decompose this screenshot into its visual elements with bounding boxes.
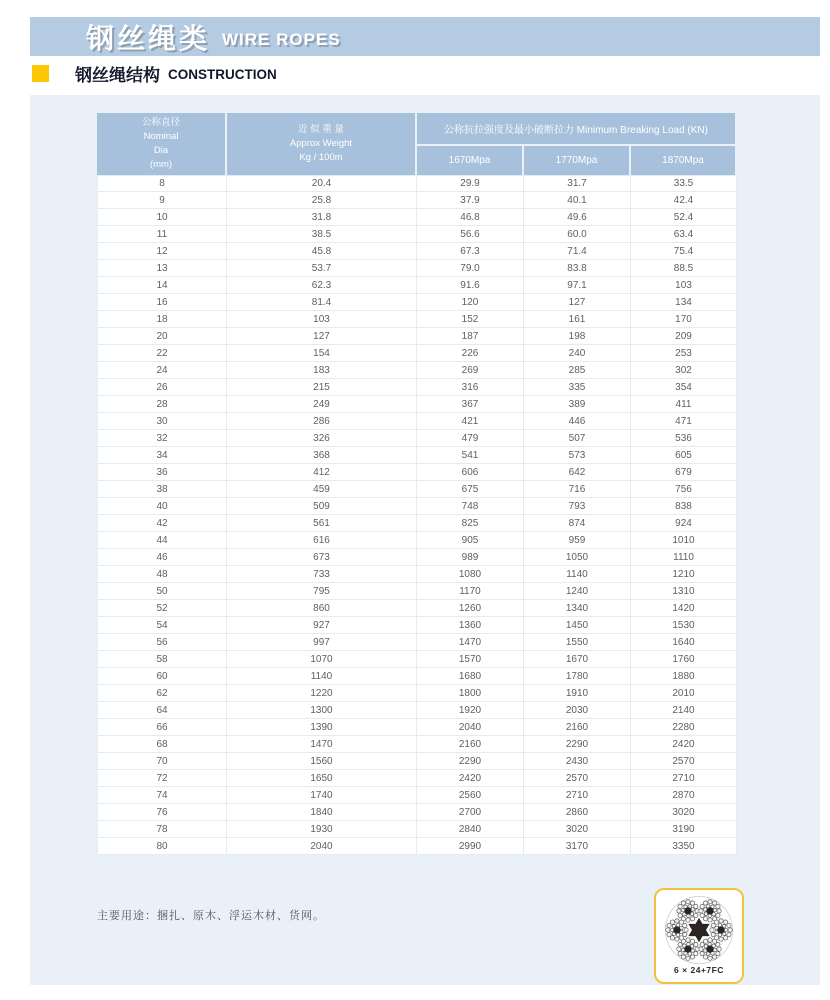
mbl-1870-cell: 1310	[631, 583, 737, 600]
dia-cell: 12	[97, 243, 227, 260]
mbl-1870-cell: 42.4	[631, 192, 737, 209]
yellow-square-icon	[32, 65, 49, 82]
mbl-1670-cell: 2290	[417, 753, 524, 770]
header-approx-weight	[227, 113, 417, 175]
header-1870mpa: 1870Mpa	[631, 146, 737, 175]
table-row	[97, 260, 737, 277]
page-banner	[30, 17, 820, 56]
weight-cell: 795	[227, 583, 417, 600]
mbl-1670-cell: 748	[417, 498, 524, 515]
section-title-zh: 钢丝绳结构	[75, 66, 160, 85]
dia-cell: 48	[97, 566, 227, 583]
mbl-1670-cell: 989	[417, 549, 524, 566]
mbl-1870-cell: 1110	[631, 549, 737, 566]
mbl-1770-cell: 874	[524, 515, 631, 532]
weight-cell: 215	[227, 379, 417, 396]
mbl-1770-cell: 3020	[524, 821, 631, 838]
mbl-1770-cell: 1550	[524, 634, 631, 651]
weight-cell: 81.4	[227, 294, 417, 311]
mbl-1770-cell: 285	[524, 362, 631, 379]
mbl-1670-cell: 2040	[417, 719, 524, 736]
mbl-1770-cell: 198	[524, 328, 631, 345]
mbl-1770-cell: 83.8	[524, 260, 631, 277]
mbl-1870-cell: 3020	[631, 804, 737, 821]
dia-cell: 66	[97, 719, 227, 736]
table-row	[97, 413, 737, 430]
mbl-1770-cell: 71.4	[524, 243, 631, 260]
dia-cell: 8	[97, 175, 227, 192]
table-row	[97, 515, 737, 532]
table-row	[97, 192, 737, 209]
mbl-1770-cell: 1910	[524, 685, 631, 702]
mbl-1870-cell: 2570	[631, 753, 737, 770]
table-row	[97, 311, 737, 328]
section-title-en: CONSTRUCTION	[168, 67, 277, 82]
mbl-1870-cell: 1010	[631, 532, 737, 549]
mbl-1870-cell: 2710	[631, 770, 737, 787]
mbl-1670-cell: 1170	[417, 583, 524, 600]
table-row	[97, 430, 737, 447]
dia-cell: 9	[97, 192, 227, 209]
weight-cell: 1930	[227, 821, 417, 838]
mbl-1670-cell: 1080	[417, 566, 524, 583]
table-row	[97, 481, 737, 498]
table-row	[97, 362, 737, 379]
table-row	[97, 583, 737, 600]
mbl-1770-cell: 2710	[524, 787, 631, 804]
section-heading	[32, 61, 277, 86]
mbl-1870-cell: 33.5	[631, 175, 737, 192]
page-title-en: WIRE ROPES	[222, 29, 341, 49]
mbl-1870-cell: 1640	[631, 634, 737, 651]
mbl-1870-cell: 88.5	[631, 260, 737, 277]
table-row	[97, 600, 737, 617]
mbl-1670-cell: 825	[417, 515, 524, 532]
dia-cell: 78	[97, 821, 227, 838]
weight-cell: 616	[227, 532, 417, 549]
dia-cell: 50	[97, 583, 227, 600]
table-header	[97, 113, 737, 175]
mbl-1770-cell: 2570	[524, 770, 631, 787]
mbl-1870-cell: 209	[631, 328, 737, 345]
weight-cell: 733	[227, 566, 417, 583]
dia-cell: 20	[97, 328, 227, 345]
mbl-1770-cell: 2290	[524, 736, 631, 753]
mbl-1870-cell: 605	[631, 447, 737, 464]
mbl-1670-cell: 226	[417, 345, 524, 362]
rope-construction-label: 6 × 24+7FC	[674, 965, 724, 975]
mbl-1870-cell: 253	[631, 345, 737, 362]
mbl-1870-cell: 2420	[631, 736, 737, 753]
dia-cell: 76	[97, 804, 227, 821]
table-row	[97, 277, 737, 294]
mbl-1770-cell: 161	[524, 311, 631, 328]
mbl-1870-cell: 1530	[631, 617, 737, 634]
mbl-1870-cell: 411	[631, 396, 737, 413]
mbl-1670-cell: 1800	[417, 685, 524, 702]
header-approx-weight-zh: 近 似 重 量	[298, 124, 344, 136]
mbl-1670-cell: 2160	[417, 736, 524, 753]
rope-diagram-card	[654, 888, 744, 984]
mbl-1670-cell: 2700	[417, 804, 524, 821]
mbl-1670-cell: 1570	[417, 651, 524, 668]
mbl-1870-cell: 354	[631, 379, 737, 396]
mbl-1870-cell: 170	[631, 311, 737, 328]
mbl-1870-cell: 1760	[631, 651, 737, 668]
dia-cell: 42	[97, 515, 227, 532]
mbl-1770-cell: 2860	[524, 804, 631, 821]
dia-cell: 52	[97, 600, 227, 617]
mbl-1670-cell: 367	[417, 396, 524, 413]
dia-cell: 70	[97, 753, 227, 770]
mbl-1870-cell: 536	[631, 430, 737, 447]
table-row	[97, 719, 737, 736]
header-nominal-dia-en1: Nominal	[143, 131, 179, 143]
mbl-1870-cell: 2870	[631, 787, 737, 804]
table-row	[97, 787, 737, 804]
table-row	[97, 226, 737, 243]
weight-cell: 1650	[227, 770, 417, 787]
table-row	[97, 175, 737, 192]
header-nominal-dia-zh: 公称直径	[141, 117, 180, 129]
dia-cell: 64	[97, 702, 227, 719]
dia-cell: 13	[97, 260, 227, 277]
table-row	[97, 838, 737, 855]
header-nominal-dia-unit: (mm)	[149, 158, 173, 170]
table-row	[97, 345, 737, 362]
weight-cell: 25.8	[227, 192, 417, 209]
dia-cell: 34	[97, 447, 227, 464]
table-row	[97, 685, 737, 702]
weight-cell: 1840	[227, 804, 417, 821]
dia-cell: 54	[97, 617, 227, 634]
mbl-1770-cell: 60.0	[524, 226, 631, 243]
table-row	[97, 379, 737, 396]
mbl-1670-cell: 2560	[417, 787, 524, 804]
dia-cell: 74	[97, 787, 227, 804]
rope-cross-section-icon	[664, 895, 734, 965]
dia-cell: 72	[97, 770, 227, 787]
mbl-1670-cell: 479	[417, 430, 524, 447]
dia-cell: 28	[97, 396, 227, 413]
mbl-1770-cell: 1780	[524, 668, 631, 685]
mbl-1670-cell: 1920	[417, 702, 524, 719]
mbl-1870-cell: 302	[631, 362, 737, 379]
mbl-1770-cell: 642	[524, 464, 631, 481]
mbl-1770-cell: 335	[524, 379, 631, 396]
mbl-1870-cell: 1880	[631, 668, 737, 685]
content-panel	[30, 95, 820, 985]
mbl-1870-cell: 63.4	[631, 226, 737, 243]
mbl-1870-cell: 838	[631, 498, 737, 515]
mbl-1870-cell: 471	[631, 413, 737, 430]
mbl-1770-cell: 573	[524, 447, 631, 464]
mbl-1770-cell: 959	[524, 532, 631, 549]
mbl-1670-cell: 421	[417, 413, 524, 430]
mbl-1770-cell: 793	[524, 498, 631, 515]
header-nominal-dia	[97, 113, 227, 175]
dia-cell: 38	[97, 481, 227, 498]
table-row	[97, 634, 737, 651]
mbl-1770-cell: 240	[524, 345, 631, 362]
mbl-1670-cell: 269	[417, 362, 524, 379]
mbl-1770-cell: 31.7	[524, 175, 631, 192]
mbl-1870-cell: 103	[631, 277, 737, 294]
mbl-1670-cell: 2990	[417, 838, 524, 855]
header-nominal-dia-en2: Dia	[153, 145, 169, 156]
weight-cell: 368	[227, 447, 417, 464]
dia-cell: 68	[97, 736, 227, 753]
dia-cell: 46	[97, 549, 227, 566]
mbl-1770-cell: 716	[524, 481, 631, 498]
table-row	[97, 702, 737, 719]
dia-cell: 10	[97, 209, 227, 226]
mbl-1670-cell: 67.3	[417, 243, 524, 260]
weight-cell: 53.7	[227, 260, 417, 277]
header-1670mpa: 1670Mpa	[417, 146, 524, 175]
table-body	[97, 175, 737, 855]
table-row	[97, 804, 737, 821]
mbl-1870-cell: 2140	[631, 702, 737, 719]
mbl-1670-cell: 152	[417, 311, 524, 328]
dia-cell: 14	[97, 277, 227, 294]
mbl-1670-cell: 37.9	[417, 192, 524, 209]
dia-cell: 60	[97, 668, 227, 685]
dia-cell: 80	[97, 838, 227, 855]
dia-cell: 30	[97, 413, 227, 430]
mbl-1670-cell: 2840	[417, 821, 524, 838]
page-title-zh: 钢丝绳类	[86, 22, 211, 54]
weight-cell: 326	[227, 430, 417, 447]
weight-cell: 286	[227, 413, 417, 430]
weight-cell: 1560	[227, 753, 417, 770]
header-1770mpa: 1770Mpa	[524, 146, 631, 175]
header-breaking-load-group: 公称抗拉强度及最小破断拉力 Minimum Breaking Load (KN)	[417, 113, 737, 146]
table-row	[97, 447, 737, 464]
mbl-1870-cell: 75.4	[631, 243, 737, 260]
table-row	[97, 498, 737, 515]
table-row	[97, 549, 737, 566]
mbl-1870-cell: 1210	[631, 566, 737, 583]
mbl-1870-cell: 3350	[631, 838, 737, 855]
mbl-1770-cell: 446	[524, 413, 631, 430]
weight-cell: 1740	[227, 787, 417, 804]
weight-cell: 1390	[227, 719, 417, 736]
mbl-1870-cell: 2280	[631, 719, 737, 736]
mbl-1670-cell: 1680	[417, 668, 524, 685]
mbl-1870-cell: 52.4	[631, 209, 737, 226]
spec-table	[97, 113, 737, 855]
weight-cell: 1300	[227, 702, 417, 719]
mbl-1670-cell: 675	[417, 481, 524, 498]
mbl-1770-cell: 127	[524, 294, 631, 311]
mbl-1670-cell: 1360	[417, 617, 524, 634]
weight-cell: 412	[227, 464, 417, 481]
table-row	[97, 770, 737, 787]
table-row	[97, 668, 737, 685]
table-row	[97, 294, 737, 311]
weight-cell: 20.4	[227, 175, 417, 192]
table-row	[97, 821, 737, 838]
weight-cell: 45.8	[227, 243, 417, 260]
table-row	[97, 243, 737, 260]
mbl-1770-cell: 3170	[524, 838, 631, 855]
weight-cell: 561	[227, 515, 417, 532]
dia-cell: 32	[97, 430, 227, 447]
dia-cell: 36	[97, 464, 227, 481]
mbl-1670-cell: 56.6	[417, 226, 524, 243]
weight-cell: 154	[227, 345, 417, 362]
weight-cell: 459	[227, 481, 417, 498]
mbl-1770-cell: 389	[524, 396, 631, 413]
dia-cell: 62	[97, 685, 227, 702]
usage-note: 主要用途：捆扎、原木、浮运木材、货网。	[97, 910, 325, 922]
mbl-1670-cell: 29.9	[417, 175, 524, 192]
mbl-1770-cell: 49.6	[524, 209, 631, 226]
header-approx-weight-en: Approx Weight	[289, 138, 353, 150]
mbl-1870-cell: 134	[631, 294, 737, 311]
mbl-1870-cell: 3190	[631, 821, 737, 838]
weight-cell: 2040	[227, 838, 417, 855]
mbl-1670-cell: 2420	[417, 770, 524, 787]
table-row	[97, 651, 737, 668]
table-row	[97, 566, 737, 583]
mbl-1770-cell: 1670	[524, 651, 631, 668]
mbl-1770-cell: 507	[524, 430, 631, 447]
mbl-1670-cell: 120	[417, 294, 524, 311]
mbl-1770-cell: 2030	[524, 702, 631, 719]
mbl-1870-cell: 1420	[631, 600, 737, 617]
dia-cell: 56	[97, 634, 227, 651]
table-row	[97, 736, 737, 753]
table-row	[97, 328, 737, 345]
mbl-1670-cell: 79.0	[417, 260, 524, 277]
mbl-1770-cell: 1340	[524, 600, 631, 617]
dia-cell: 11	[97, 226, 227, 243]
mbl-1770-cell: 1240	[524, 583, 631, 600]
weight-cell: 62.3	[227, 277, 417, 294]
mbl-1670-cell: 46.8	[417, 209, 524, 226]
dia-cell: 40	[97, 498, 227, 515]
dia-cell: 44	[97, 532, 227, 549]
weight-cell: 31.8	[227, 209, 417, 226]
mbl-1870-cell: 679	[631, 464, 737, 481]
table-row	[97, 209, 737, 226]
weight-cell: 509	[227, 498, 417, 515]
header-approx-weight-unit: Kg / 100m	[299, 151, 343, 163]
weight-cell: 673	[227, 549, 417, 566]
table-row	[97, 617, 737, 634]
table-row	[97, 753, 737, 770]
mbl-1770-cell: 2430	[524, 753, 631, 770]
mbl-1670-cell: 606	[417, 464, 524, 481]
mbl-1870-cell: 924	[631, 515, 737, 532]
weight-cell: 103	[227, 311, 417, 328]
mbl-1670-cell: 1470	[417, 634, 524, 651]
dia-cell: 58	[97, 651, 227, 668]
mbl-1670-cell: 1260	[417, 600, 524, 617]
table-row	[97, 464, 737, 481]
mbl-1770-cell: 1450	[524, 617, 631, 634]
mbl-1870-cell: 2010	[631, 685, 737, 702]
weight-cell: 249	[227, 396, 417, 413]
mbl-1770-cell: 2160	[524, 719, 631, 736]
dia-cell: 18	[97, 311, 227, 328]
weight-cell: 1220	[227, 685, 417, 702]
table-row	[97, 396, 737, 413]
mbl-1870-cell: 756	[631, 481, 737, 498]
weight-cell: 927	[227, 617, 417, 634]
weight-cell: 1470	[227, 736, 417, 753]
weight-cell: 38.5	[227, 226, 417, 243]
table-row	[97, 532, 737, 549]
weight-cell: 997	[227, 634, 417, 651]
mbl-1670-cell: 91.6	[417, 277, 524, 294]
mbl-1770-cell: 1050	[524, 549, 631, 566]
weight-cell: 127	[227, 328, 417, 345]
dia-cell: 16	[97, 294, 227, 311]
mbl-1670-cell: 316	[417, 379, 524, 396]
weight-cell: 860	[227, 600, 417, 617]
dia-cell: 26	[97, 379, 227, 396]
mbl-1770-cell: 1140	[524, 566, 631, 583]
weight-cell: 1140	[227, 668, 417, 685]
mbl-1670-cell: 541	[417, 447, 524, 464]
weight-cell: 1070	[227, 651, 417, 668]
dia-cell: 22	[97, 345, 227, 362]
mbl-1670-cell: 187	[417, 328, 524, 345]
mbl-1670-cell: 905	[417, 532, 524, 549]
mbl-1770-cell: 40.1	[524, 192, 631, 209]
mbl-1770-cell: 97.1	[524, 277, 631, 294]
dia-cell: 24	[97, 362, 227, 379]
weight-cell: 183	[227, 362, 417, 379]
